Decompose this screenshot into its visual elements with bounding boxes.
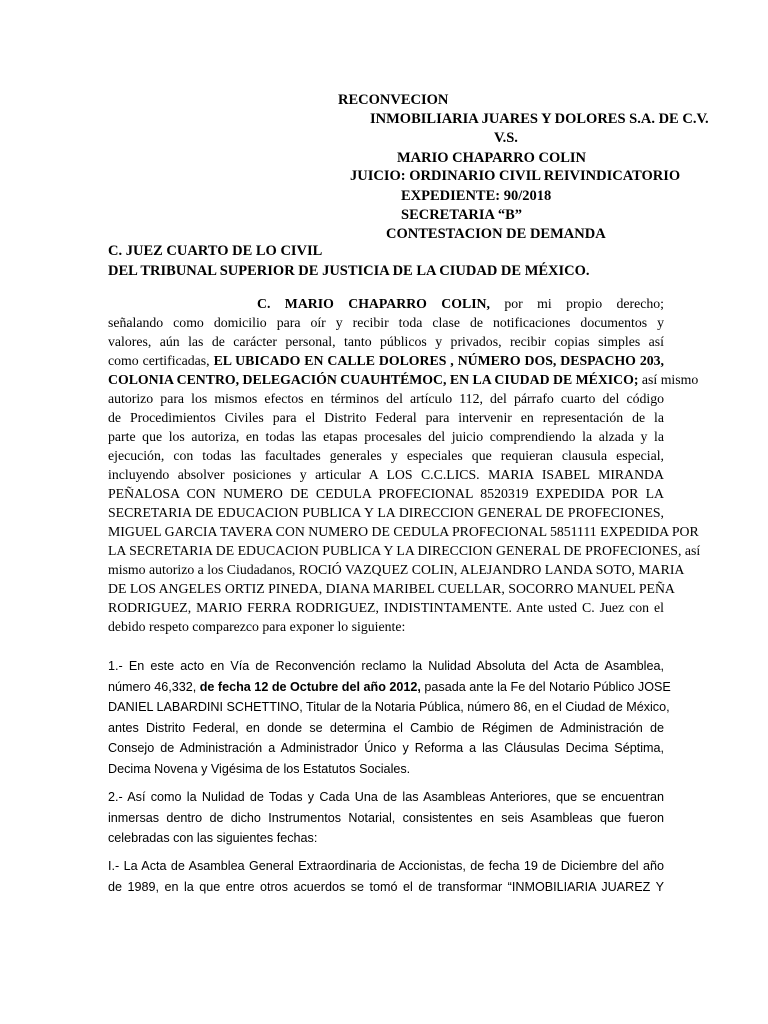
intro-line: autorizo para los mismos efectos en términos del artículo 112, del párrafo cuarto del código <box>108 391 664 406</box>
intro-line: valores, aún las de carácter personal, tanto públicos y privados, recibir copias simples así <box>108 334 664 349</box>
intro-text: por mi propio derecho; <box>504 296 664 311</box>
secretaria-line: SECRETARIA “B” <box>401 207 522 223</box>
company-name: INMOBILIARIA JUARES Y DOLORES S.A. DE C.V. <box>370 111 709 127</box>
point-line: celebradas con las siguientes fechas: <box>108 831 318 845</box>
point-line: DANIEL LABARDINI SCHETTINO, Titular de la Notaria Pública, número 86, en el Ciudad de México, <box>108 700 670 714</box>
intro-text: así mismo <box>641 372 699 387</box>
contestacion-line: CONTESTACION DE DEMANDA <box>386 226 606 242</box>
party-name: C. MARIO CHAPARRO COLIN, <box>257 296 490 311</box>
intro-line: debido respeto comparezco para exponer lo siguiente: <box>108 619 406 634</box>
intro-line: señalando como domicilio para oír y recibir toda clase de notificaciones documentos y <box>108 315 664 330</box>
intro-line: de Procedimientos Civiles para el Distrito Federal para intervenir en representación de la <box>108 410 664 425</box>
point-2-paragraph <box>108 787 664 849</box>
point-line: 1.- En este acto en Vía de Reconvención reclamo la Nulidad Absoluta del Acta de Asamblea, <box>108 659 664 673</box>
intro-line <box>108 294 664 313</box>
address-bold: COLONIA CENTRO, DELEGACIÓN CUAUHTÉMOC, EN LA CIUDAD DE MÉXICO; <box>108 372 639 387</box>
intro-line: LA SECRETARIA DE EDUCACION PUBLICA Y LA DIRECCION GENERAL DE PROFECIONES, así <box>108 543 701 558</box>
point-line: Consejo de Administración a Administrador Único y Reforma a las Cláusulas Decima Séptima, <box>108 741 664 755</box>
intro-text: RODRIGUEZ, MARIO FERRA RODRIGUEZ, INDISTINTAMENTE. <box>108 600 512 615</box>
intro-line: DE LOS ANGELES ORTIZ PINEDA, DIANA MARIBEL CUELLAR, SOCORRO MANUEL PEÑA <box>108 581 675 596</box>
addressee-line-1: C. JUEZ CUARTO DE LO CIVIL <box>108 243 323 259</box>
date-bold: de fecha 12 de Octubre del año 2012, <box>199 679 421 694</box>
intro-line: parte que los autoriza, en todas las etapas procesales del juicio comprendiendo la alzada y la <box>108 429 664 444</box>
address-bold: EL UBICADO EN CALLE DOLORES , NÚMERO DOS, DESPACHO 203, <box>213 353 664 368</box>
intro-line <box>108 598 664 617</box>
point-line: I.- La Acta de Asamblea General Extraordinaria de Accionistas, de fecha 19 de Diciembre del año <box>108 859 664 873</box>
point-1-paragraph <box>108 656 671 779</box>
intro-text: como certificadas, <box>108 353 210 368</box>
expediente-line: EXPEDIENTE: 90/2018 <box>401 188 552 204</box>
point-line: inmersas dentro de dicho Instrumentos Notarial, consistentes en seis Asambleas que fueron <box>108 810 664 825</box>
intro-line: MIGUEL GARCIA TAVERA CON NUMERO DE CEDULA PROFECIONAL 5851111 EXPEDIDA POR <box>108 524 699 539</box>
point-text: número 46,332, <box>108 679 197 694</box>
point-line: antes Distrito Federal, en donde se determina el Cambio de Régimen de Administración de <box>108 720 664 735</box>
point-i-paragraph <box>108 856 664 897</box>
reconvencion-title: RECONVECION <box>338 92 449 108</box>
point-line: de 1989, en la que entre otros acuerdos se tomó el de transformar “INMOBILIARIA JUAREZ Y <box>108 879 664 894</box>
intro-line <box>108 351 664 370</box>
point-line: 2.- Así como la Nulidad de Todas y Cada Una de las Asambleas Anteriores, que se encuentran <box>108 790 664 804</box>
intro-line: SECRETARIA DE EDUCACION PUBLICA Y LA DIRECCION GENERAL DE PROFECIONES, <box>108 505 664 520</box>
intro-line <box>108 370 699 389</box>
intro-line: ejecución, con todas las facultades generales y especiales que requieran clausula especial, <box>108 448 664 463</box>
versus-label: V.S. <box>494 130 518 146</box>
point-line <box>108 677 671 698</box>
point-line: Decima Novena y Vigésima de los Estatutos Sociales. <box>108 761 411 776</box>
intro-text: Ante usted C. Juez con el <box>516 600 664 615</box>
point-text: pasada ante la Fe del Notario Público JOSE <box>424 679 671 694</box>
intro-line: PEÑALOSA CON NUMERO DE CEDULA PROFECIONAL 8520319 EXPEDIDA POR LA <box>108 486 664 501</box>
intro-line: mismo autorizo a los Ciudadanos, ROCIÓ VAZQUEZ COLIN, ALEJANDRO LANDA SOTO, MARIA <box>108 562 685 577</box>
juicio-line: JUICIO: ORDINARIO CIVIL REIVINDICATORIO <box>350 168 681 184</box>
intro-line: incluyendo absolver posiciones y articular A LOS C.C.LICS. MARIA ISABEL MIRANDA <box>108 467 664 482</box>
addressee-line-2: DEL TRIBUNAL SUPERIOR DE JUSTICIA DE LA CIUDAD DE MÉXICO. <box>108 263 590 279</box>
defendant-name: MARIO CHAPARRO COLIN <box>397 150 587 166</box>
intro-paragraph <box>108 294 701 636</box>
